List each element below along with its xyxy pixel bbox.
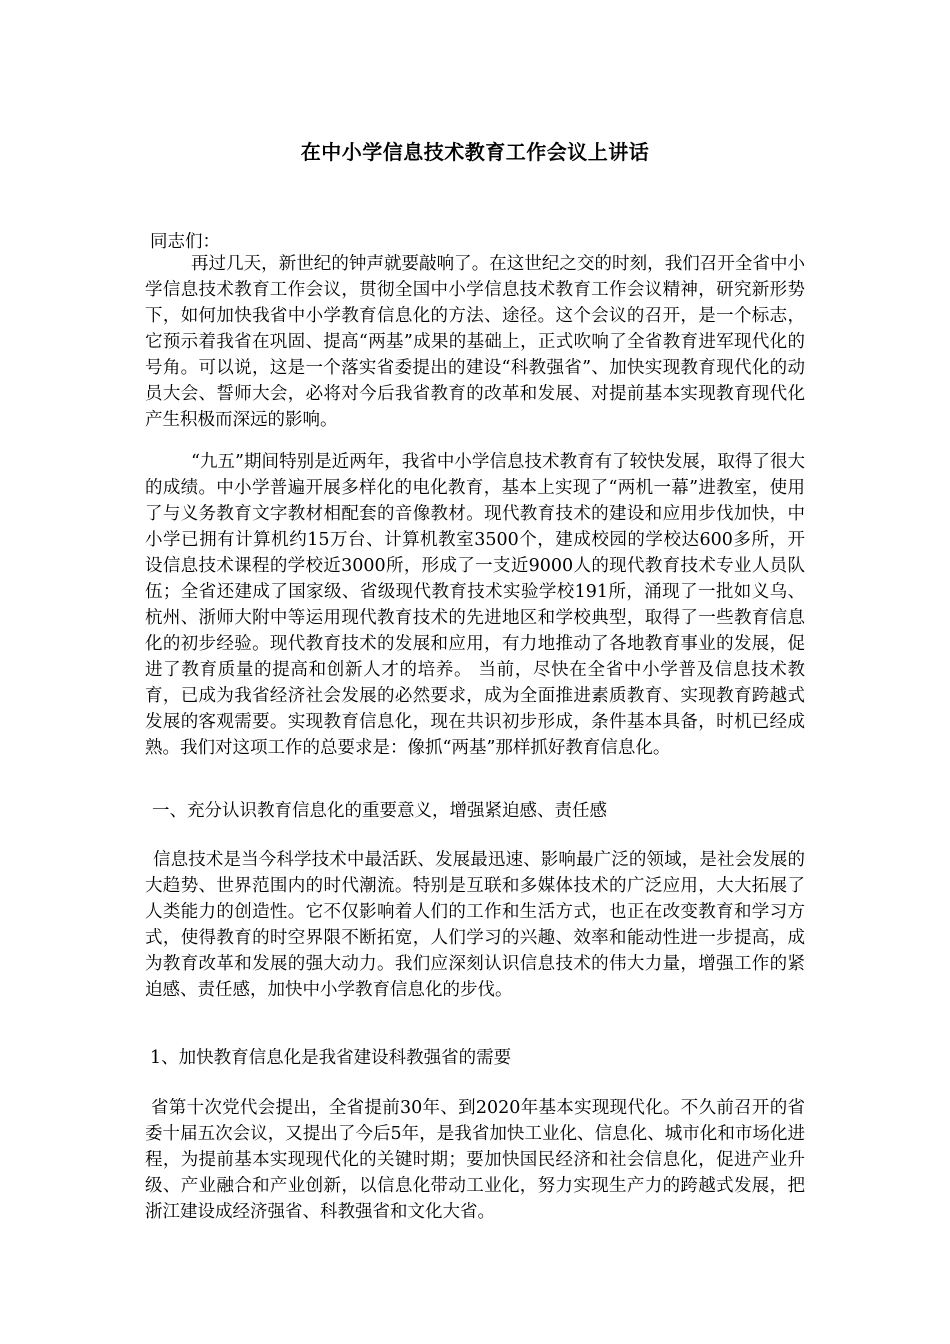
paragraph-4: 省第十次党代会提出，全省提前30年、到2020年基本实现现代化。不久前召开的省委十届五次会议，又提出了今后5年，是我省加快工业化、信息化、城市化和市场化进程，为提前基本实现现代化的关键时期；要加快国民经济和社会信息化，促进产业升级、产业融合和产业创新，以信息化带动工业化，努力实现生产力的跨越式发展，把浙江建设成经济强省、科教强省和文化大省。 — [145, 1098, 805, 1222]
salutation: 同志们： — [150, 232, 220, 252]
section-heading-1: 一、充分认识教育信息化的重要意义，增强紧迫感、责任感 — [152, 801, 607, 821]
document-title: 在中小学信息技术教育工作会议上讲话 — [300, 140, 650, 164]
paragraph-1: 再过几天，新世纪的钟声就要敲响了。在这世纪之交的时刻，我们召开全省中小学信息技术教育工作会议，贯彻全国中小学信息技术教育工作会议精神，研究新形势下，如何加快我省中小学教育信息化的方法、途径。这个会议的召开，是一个标志，它预示着我省在巩固、提高“两基”成果的基础上，正式吹响了全省教育进军现代化的号角。可以说，这是一个落实省委提出的建设“科教强省”、加快实现教育现代化的动员大会、誓师大会，必将对今后我省教育的改革和发展、对提前基本实现教育现代化产生积极而深远的影响。 — [145, 254, 805, 430]
subsection-heading-1: 1、加快教育信息化是我省建设科教强省的需要 — [150, 1048, 512, 1068]
paragraph-2: “九五”期间特别是近两年，我省中小学信息技术教育有了较快发展，取得了很大的成绩。中小学普遍开展多样化的电化教育，基本上实现了“两机一幕”进教室，使用了与义务教育文字教材相配套的音像教材。现代教育技术的建设和应用步伐加快，中小学已拥有计算机约15万台、计算机教室3500个，建成校园的学校达600多所，开设信息技术课程的学校近3000所，形成了一支近9000人的现代教育技术专业人员队伍；全省还建成了国家级、省级现代教育技术实验学校191所，涌现了一批如义乌、杭州、浙师大附中等运用现代教育技术的先进地区和学校典型，取得了一些教育信息化的初步经验。现代教育技术的发展和应用，有力地推动了各地教育事业的发展，促进了教育质量的提高和创新人才的培养。 当前，尽快在全省中小学普及信息技术教育，已成为我省经济社会发展的必然要求，成为全面推进素质教育、实现教育跨越式发展的客观需要。实现教育信息化，现在共识初步形成，条件基本具备，时机已经成熟。我们对这项工作的总要求是：像抓“两基”那样抓好教育信息化。 — [145, 452, 805, 758]
paragraph-3: 信息技术是当今科学技术中最活跃、发展最迅速、影响最广泛的领域，是社会发展的大趋势、世界范围内的时代潮流。特别是互联和多媒体技术的广泛应用，大大拓展了人类能力的创造性。它不仅影响着人们的工作和生活方式，也正在改变教育和学习方式，使得教育的时空界限不断拓宽，人们学习的兴趣、效率和能动性进一步提高，成为教育改革和发展的强大动力。我们应深刻认识信息技术的伟大力量，增强工作的紧迫感、责任感，加快中小学教育信息化的步伐。 — [145, 850, 805, 1000]
